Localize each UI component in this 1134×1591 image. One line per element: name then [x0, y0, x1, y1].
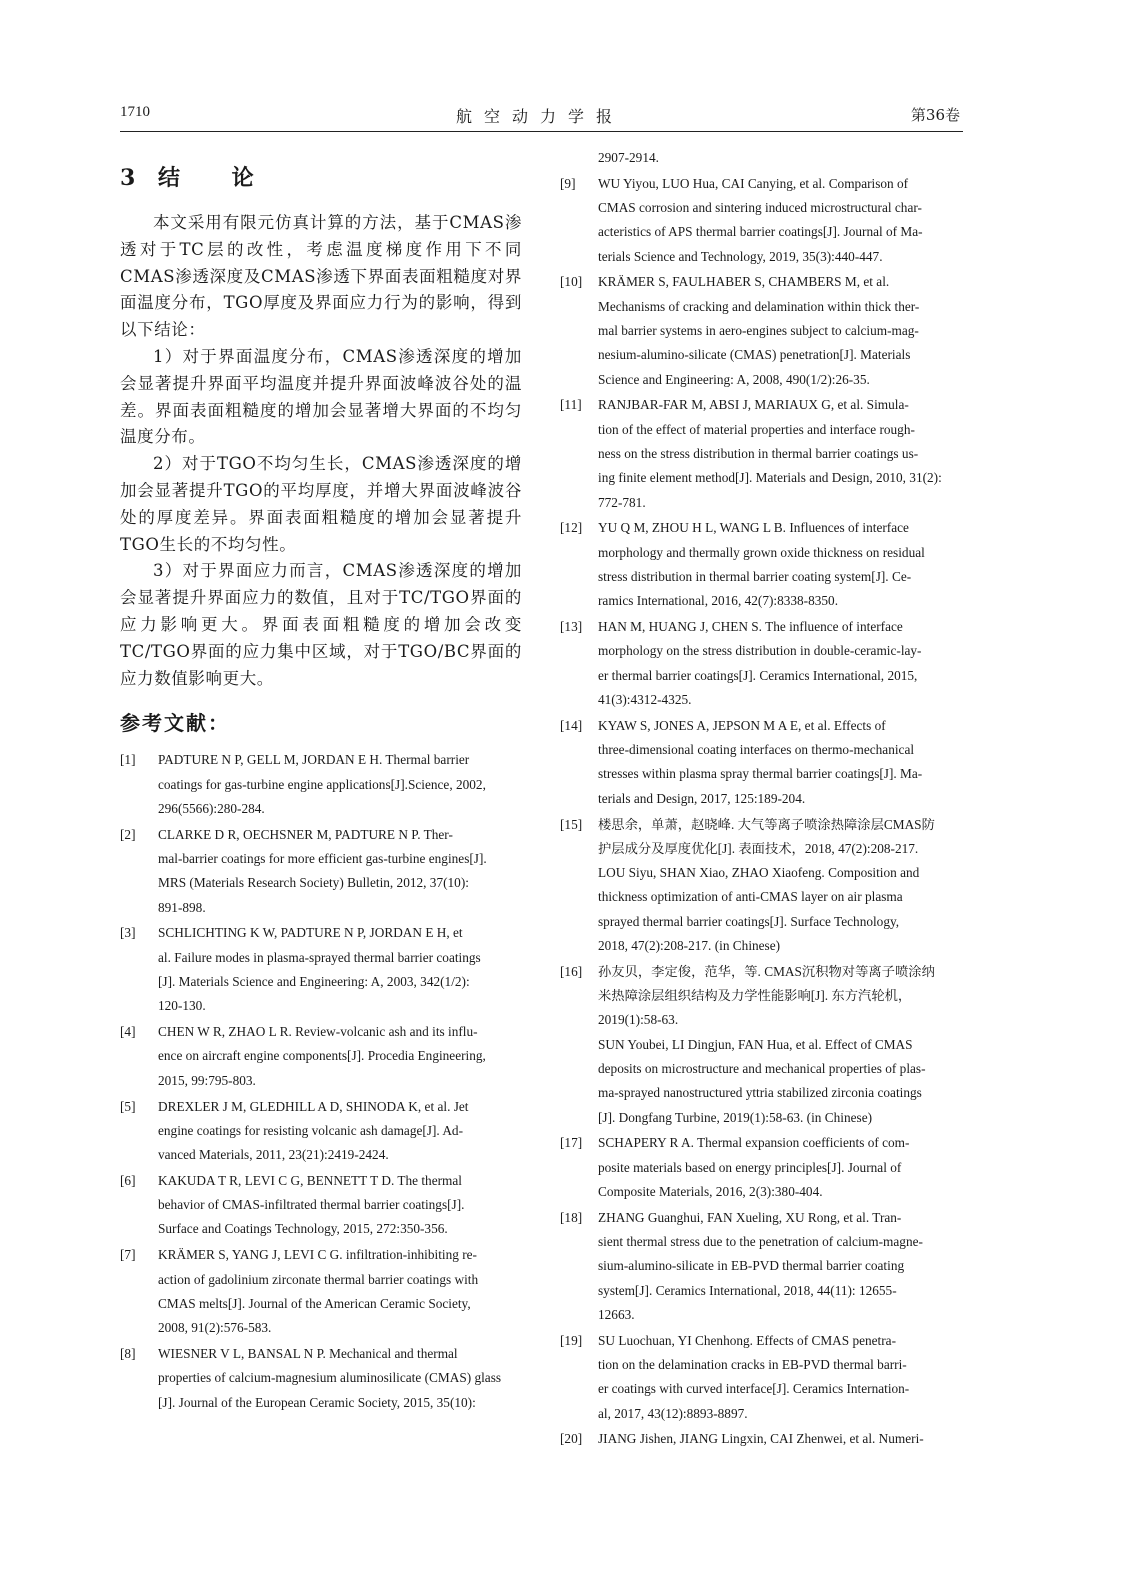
reference-line: 米热障涂层组织结构及力学性能影响[J]. 东方汽轮机， [598, 988, 912, 1004]
reference-line: 楼思余，单萧，赵晓峰. 大气等离子喷涂热障涂层CMAS防 [598, 816, 935, 832]
reference-number: [12] [560, 520, 583, 536]
reference-list-right [560, 172, 963, 1452]
reference-line: morphology and thermally grown oxide thickness on residual [598, 544, 925, 560]
reference-line: sient thermal stress due to the penetration of calcium-magne- [598, 1234, 923, 1250]
reference-item [560, 393, 963, 514]
body-paragraph: 1）对于界面温度分布，CMAS渗透深度的增加会显著提升界面平均温度并提升界面波峰波谷处的温差。界面表面粗糙度的增加会显著增大界面的不均匀温度分布。 [120, 346, 522, 447]
section-heading [120, 158, 522, 198]
reference-line: tion of the effect of material properties and interface rough- [598, 421, 915, 437]
reference-continuation: 2907-2914. [598, 150, 659, 165]
reference-line: al, 2017, 43(12):8893-8897. [598, 1405, 748, 1421]
reference-line: WU Yiyou, LUO Hua, CAI Canying, et al. Comparison of [598, 175, 909, 191]
reference-text [158, 1342, 522, 1415]
volume-label: 第36卷 [910, 106, 960, 124]
reference-line: [J]. Journal of the European Ceramic Society, 2015, 35(10): [158, 1394, 476, 1410]
body-paragraph: 本文采用有限元仿真计算的方法，基于CMAS渗透对于TC层的改性，考虑温度梯度作用下不同CMAS渗透深度及CMAS渗透下界面表面粗糙度对界面温度分布，TGO厚度及界面应力行为的影响，得到以下结论： [120, 213, 522, 340]
reference-line: deposits on microstructure and mechanical properties of plas- [598, 1060, 926, 1076]
reference-line: KAKUDA T R, LEVI C G, BENNETT T D. The thermal [158, 1172, 462, 1188]
reference-text [598, 1329, 963, 1426]
reference-line: terials Science and Technology, 2019, 35(3):440-447. [598, 248, 883, 264]
reference-line: ramics International, 2016, 42(7):8338-8350. [598, 593, 839, 609]
reference-line: 护层成分及厚度优化[J]. 表面技术，2018, 47(2):208-217. [598, 840, 919, 856]
reference-item [560, 813, 963, 959]
reference-item [120, 921, 522, 1018]
reference-line: system[J]. Ceramics International, 2018, 44(11): 12655- [598, 1282, 897, 1298]
reference-text [158, 1095, 522, 1168]
reference-item [560, 1206, 963, 1327]
reference-item [120, 748, 522, 821]
reference-line: WIESNER V L, BANSAL N P. Mechanical and thermal [158, 1345, 458, 1361]
reference-text [598, 172, 963, 269]
reference-line: acteristics of APS thermal barrier coatings[J]. Journal of Ma- [598, 224, 923, 240]
reference-text [158, 748, 522, 821]
reference-item [120, 1095, 522, 1168]
body-paragraph: 3）对于界面应力而言，CMAS渗透深度的增加会显著提升界面应力的数值，且对于TC/TGO界面的应力影响更大。界面表面粗糙度的增加会改变TC/TGO界面的应力集中区域，对于TGO/BC界面的应力数值影响更大。 [120, 561, 522, 688]
reference-line: 2008, 91(2):576-583. [158, 1320, 272, 1336]
reference-number: [7] [120, 1247, 136, 1263]
reference-line: mal barrier systems in aero-engines subject to calcium-mag- [598, 323, 919, 339]
reference-line: CHEN W R, ZHAO L R. Review-volcanic ash and its influ- [158, 1024, 478, 1040]
reference-number: [13] [560, 619, 583, 635]
reference-line: RANJBAR-FAR M, ABSI J, MARIAUX G, et al. Simula- [598, 397, 909, 413]
reference-line: 孙友贝，李定俊，范华，等. CMAS沉积物对等离子喷涂纳 [598, 963, 935, 979]
reference-number: [14] [560, 717, 583, 733]
reference-item [120, 1342, 522, 1415]
reference-line: coatings for gas-turbine engine applications[J].Science, 2002, [158, 776, 486, 792]
reference-line: ma-sprayed nanostructured yttria stabilized zirconia coatings [598, 1085, 922, 1101]
reference-line: er thermal barrier coatings[J]. Ceramics International, 2015, [598, 667, 918, 683]
reference-line: three-dimensional coating interfaces on thermo-mechanical [598, 742, 915, 758]
reference-line: thickness optimization of anti-CMAS layer on air plasma [598, 889, 903, 905]
reference-number: [2] [120, 826, 136, 842]
reference-line: 2015, 99:795-803. [158, 1072, 256, 1088]
reference-number: [6] [120, 1172, 136, 1188]
reference-line: 296(5566):280-284. [158, 800, 265, 816]
reference-item [560, 714, 963, 811]
reference-line: JIANG Jishen, JIANG Lingxin, CAI Zhenwei, et al. Numeri- [598, 1431, 924, 1447]
reference-number: [10] [560, 274, 583, 290]
reference-line: behavior of CMAS-infiltrated thermal barrier coatings[J]. [158, 1197, 465, 1213]
reference-item [560, 615, 963, 712]
reference-text [158, 1169, 522, 1242]
reference-line: CMAS melts[J]. Journal of the American Ceramic Society, [158, 1295, 471, 1311]
references-heading: 参考文献： [120, 711, 230, 736]
reference-number: [3] [120, 925, 136, 941]
reference-line: YU Q M, ZHOU H L, WANG L B. Influences of interface [598, 520, 909, 536]
reference-text [598, 1427, 963, 1451]
reference-number: [20] [560, 1431, 583, 1447]
reference-line: ZHANG Guanghui, FAN Xueling, XU Rong, et al. Tran- [598, 1209, 902, 1225]
journal-title: 航空动力学报 [455, 107, 624, 126]
reference-text [158, 921, 522, 1018]
reference-number: [19] [560, 1332, 583, 1348]
reference-item [560, 1131, 963, 1204]
reference-item [120, 1169, 522, 1242]
reference-item [120, 823, 522, 920]
reference-line: [J]. Dongfang Turbine, 2019(1):58-63. (in Chinese) [598, 1109, 873, 1125]
reference-line: 2019(1):58-63. [598, 1012, 679, 1028]
reference-number: [5] [120, 1098, 136, 1114]
left-column [120, 158, 522, 1416]
reference-line: KYAW S, JONES A, JEPSON M A E, et al. Effects of [598, 717, 886, 733]
reference-line: ing finite element method[J]. Materials and Design, 2010, 31(2): [598, 470, 942, 486]
reference-line: LOU Siyu, SHAN Xiao, ZHAO Xiaofeng. Composition and [598, 865, 920, 881]
reference-text [158, 1243, 522, 1340]
reference-number: [9] [560, 175, 576, 191]
reference-text [598, 714, 963, 811]
reference-line: nesium-alumino-silicate (CMAS) penetration[J]. Materials [598, 347, 911, 363]
reference-line: 120-130. [158, 998, 206, 1014]
reference-line: sium-alumino-silicate in EB-PVD thermal barrier coating [598, 1258, 905, 1274]
body-paragraph: 2）对于TGO不均匀生长，CMAS渗透深度的增加会显著提升TGO的平均厚度，并增大界面波峰波谷处的厚度差异。界面表面粗糙度的增加会显著提升TGO生长的不均匀性。 [120, 454, 522, 554]
reference-line: Mechanisms of cracking and delamination within thick ther- [598, 298, 920, 314]
right-column [560, 146, 963, 1453]
reference-line: KRÄMER S, FAULHABER S, CHAMBERS M, et al. [598, 274, 890, 290]
reference-number: [18] [560, 1209, 583, 1225]
reference-number: [17] [560, 1135, 583, 1151]
reference-item [120, 1020, 522, 1093]
reference-line: HAN M, HUANG J, CHEN S. The influence of interface [598, 619, 903, 635]
reference-text [598, 615, 963, 712]
reference-line: SU Luochuan, YI Chenhong. Effects of CMAS penetra- [598, 1332, 897, 1348]
reference-line: ence on aircraft engine components[J]. Procedia Engineering, [158, 1048, 486, 1064]
reference-item [120, 1243, 522, 1340]
reference-item [560, 270, 963, 391]
reference-text [598, 1206, 963, 1327]
reference-line: 12663. [598, 1306, 635, 1322]
reference-line: engine coatings for resisting volcanic ash damage[J]. Ad- [158, 1122, 463, 1138]
reference-text [598, 270, 963, 391]
reference-line: CMAS corrosion and sintering induced microstructural char- [598, 200, 922, 216]
reference-text [598, 393, 963, 514]
reference-line: properties of calcium-magnesium aluminosilicate (CMAS) glass [158, 1370, 502, 1386]
reference-line: action of gadolinium zirconate thermal barrier coatings with [158, 1271, 479, 1287]
reference-line: SCHLICHTING K W, PADTURE N P, JORDAN E H, et [158, 925, 463, 941]
reference-line: PADTURE N P, GELL M, JORDAN E H. Thermal barrier [158, 752, 470, 768]
section-number: 3 [120, 165, 136, 191]
reference-line: [J]. Materials Science and Engineering: A, 2003, 342(1/2): [158, 974, 470, 990]
reference-item [560, 1329, 963, 1426]
reference-line: 772-781. [598, 494, 646, 510]
reference-text [598, 813, 963, 959]
reference-line: MRS (Materials Research Society) Bulletin, 2012, 37(10): [158, 875, 469, 891]
reference-line: er coatings with curved interface[J]. Ceramics Internation- [598, 1381, 910, 1397]
reference-line: vanced Materials, 2011, 23(21):2419-2424. [158, 1147, 389, 1163]
reference-line: stresses within plasma spray thermal barrier coatings[J]. Ma- [598, 766, 923, 782]
reference-line: SCHAPERY R A. Thermal expansion coefficients of com- [598, 1135, 910, 1151]
reference-line: 2018, 47(2):208-217. (in Chinese) [598, 938, 781, 953]
reference-text [158, 1020, 522, 1093]
reference-text [158, 823, 522, 920]
reference-line: Composite Materials, 2016, 2(3):380-404. [598, 1183, 823, 1199]
reference-line: mal-barrier coatings for more efficient gas-turbine engines[J]. [158, 851, 487, 867]
reference-text [598, 1131, 963, 1204]
reference-line: posite materials based on energy principles[J]. Journal of [598, 1159, 902, 1175]
header-rule [120, 131, 963, 132]
running-header [120, 104, 960, 130]
reference-line: morphology on the stress distribution in double-ceramic-lay- [598, 643, 922, 659]
reference-number: [4] [120, 1024, 136, 1040]
reference-item [560, 960, 963, 1130]
reference-line: stress distribution in thermal barrier coating system[J]. Ce- [598, 569, 912, 585]
reference-line: tion on the delamination cracks in EB-PVD thermal barri- [598, 1357, 907, 1373]
reference-line: terials and Design, 2017, 125:189-204. [598, 790, 806, 806]
reference-line: CLARKE D R, OECHSNER M, PADTURE N P. Ther- [158, 826, 453, 842]
reference-line: Surface and Coatings Technology, 2015, 272:350-356. [158, 1221, 448, 1237]
reference-line: DREXLER J M, GLEDHILL A D, SHINODA K, et al. Jet [158, 1098, 469, 1114]
section-title: 结 论 [158, 165, 276, 191]
reference-number: [15] [560, 816, 583, 832]
reference-item [560, 516, 963, 613]
reference-item [560, 1427, 963, 1451]
reference-text [598, 516, 963, 613]
reference-text [598, 960, 963, 1130]
reference-number: [1] [120, 752, 136, 768]
reference-line: ness on the stress distribution in thermal barrier coatings us- [598, 446, 919, 462]
reference-line: SUN Youbei, LI Dingjun, FAN Hua, et al. Effect of CMAS [598, 1036, 913, 1052]
reference-line: Science and Engineering: A, 2008, 490(1/2):26-35. [598, 371, 870, 387]
reference-line: 41(3):4312-4325. [598, 692, 692, 708]
reference-number: [8] [120, 1345, 136, 1361]
reference-line: sprayed thermal barrier coatings[J]. Surface Technology, [598, 913, 900, 929]
reference-line: KRÄMER S, YANG J, LEVI C G. infiltration-inhibiting re- [158, 1247, 477, 1263]
reference-number: [11] [560, 397, 582, 413]
reference-line: al. Failure modes in plasma-sprayed thermal barrier coatings [158, 949, 481, 965]
page-number: 1710 [120, 104, 150, 120]
reference-list-left [120, 748, 522, 1415]
reference-item [560, 172, 963, 269]
reference-line: 891-898. [158, 899, 206, 915]
reference-number: [16] [560, 963, 583, 979]
